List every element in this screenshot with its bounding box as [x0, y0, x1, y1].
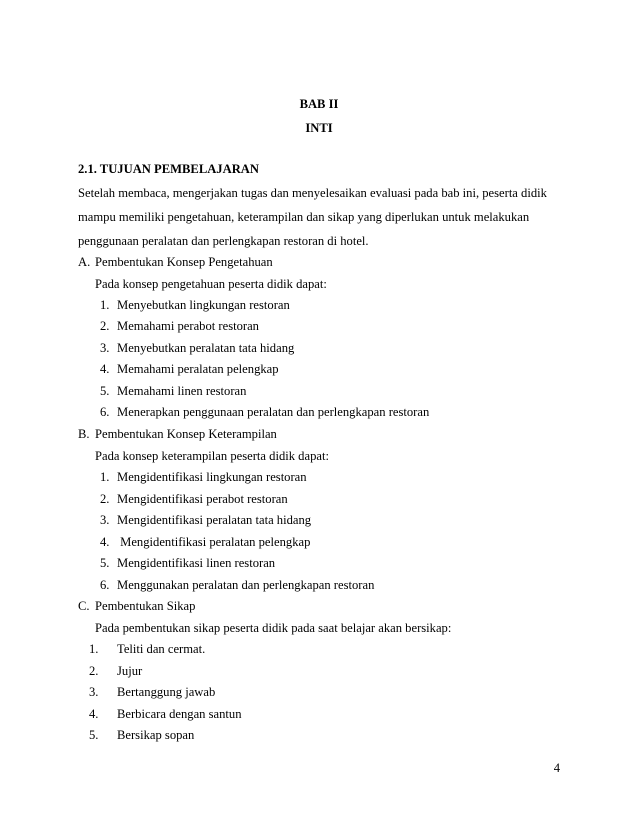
list-item: Menggunakan peralatan dan perlengkapan restoran [117, 578, 375, 592]
section-title: Pembentukan Sikap [95, 599, 196, 613]
list-item-number: 4. [100, 535, 110, 549]
list-item-number: 3. [89, 685, 99, 699]
section-letter: B. [78, 427, 90, 441]
list-item: Memahami perabot restoran [117, 319, 259, 333]
list-item: Mengidentifikasi perabot restoran [117, 492, 288, 506]
list-item: Bertanggung jawab [117, 685, 216, 699]
list-item: Mengidentifikasi peralatan pelengkap [117, 535, 311, 549]
list-item-number: 3. [100, 341, 110, 355]
intro-line: mampu memiliki pengetahuan, keterampilan dan sikap yang diperlukan untuk melakukan [78, 210, 530, 224]
section-letter: A. [78, 255, 91, 269]
section-title: Pembentukan Konsep Pengetahuan [95, 255, 273, 269]
list-item: Menyebutkan peralatan tata hidang [117, 341, 295, 355]
list-item-number: 6. [100, 405, 110, 419]
list-item: Menyebutkan lingkungan restoran [117, 298, 290, 312]
section-title: Pembentukan Konsep Keterampilan [95, 427, 277, 441]
list-item: Mengidentifikasi linen restoran [117, 556, 276, 570]
intro-line: penggunaan peralatan dan perlengkapan restoran di hotel. [78, 234, 369, 248]
list-item-number: 2. [100, 319, 110, 333]
section-lead: Pada konsep pengetahuan peserta didik dapat: [95, 277, 327, 291]
list-item-number: 1. [100, 470, 110, 484]
list-item-number: 1. [100, 298, 110, 312]
list-item-number: 5. [100, 556, 110, 570]
list-item-number: 5. [100, 384, 110, 398]
list-item: Bersikap sopan [117, 728, 195, 742]
chapter-number: BAB II [299, 97, 339, 111]
intro-line: Setelah membaca, mengerjakan tugas dan menyelesaikan evaluasi pada bab ini, peserta didik [78, 186, 547, 200]
list-item: Teliti dan cermat. [117, 642, 206, 656]
list-item-number: 2. [89, 664, 99, 678]
list-item: Memahami linen restoran [117, 384, 247, 398]
list-item: Berbicara dengan santun [117, 707, 242, 721]
section-heading: 2.1. TUJUAN PEMBELAJARAN [78, 162, 259, 176]
list-item: Mengidentifikasi lingkungan restoran [117, 470, 307, 484]
section-lead: Pada konsep keterampilan peserta didik dapat: [95, 449, 329, 463]
section-letter: C. [78, 599, 90, 613]
list-item-number: 4. [100, 362, 110, 376]
list-item-number: 4. [89, 707, 99, 721]
list-item-number: 6. [100, 578, 110, 592]
list-item: Mengidentifikasi peralatan tata hidang [117, 513, 312, 527]
list-item: Jujur [117, 664, 143, 678]
list-item-number: 2. [100, 492, 110, 506]
list-item-number: 3. [100, 513, 110, 527]
list-item-number: 1. [89, 642, 99, 656]
list-item-number: 5. [89, 728, 99, 742]
section-lead: Pada pembentukan sikap peserta didik pada saat belajar akan bersikap: [95, 621, 452, 635]
page-number: 4 [553, 761, 560, 775]
list-item: Memahami peralatan pelengkap [117, 362, 279, 376]
chapter-title: INTI [305, 121, 333, 135]
list-item: Menerapkan penggunaan peralatan dan perlengkapan restoran [117, 405, 430, 419]
